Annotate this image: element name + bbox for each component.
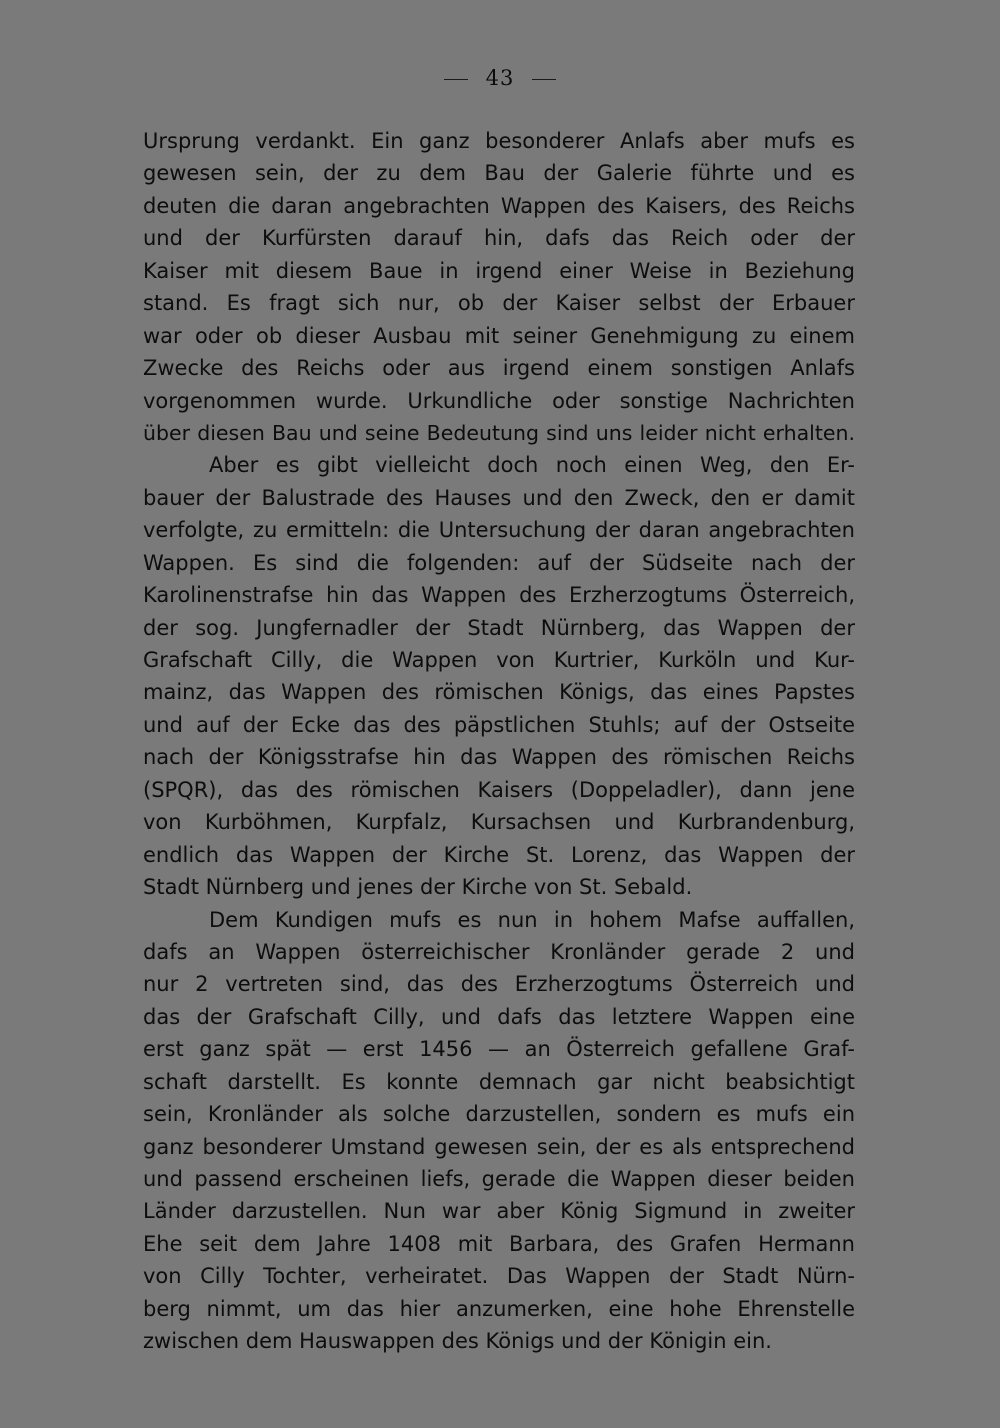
text-line: verfolgte, zu ermitteln: die Untersuchung der daran angebrachten: [143, 518, 855, 543]
text-line: Wappen. Es sind die folgenden: auf der Südseite nach der: [143, 550, 855, 575]
text-line: nur 2 vertreten sind, das des Erzherzogtums Österreich und: [143, 972, 855, 997]
text-line: Länder darzustellen. Nun war aber König Sigmund in zweiter: [143, 1199, 855, 1224]
text-line: Ursprung verdankt. Ein ganz besonderer Anlafs aber mufs es: [143, 129, 855, 153]
text-line: deuten die daran angebrachten Wappen des Kaisers, des Reichs: [143, 193, 855, 218]
text-line: dafs an Wappen österreichischer Kronländer gerade 2 und: [143, 939, 855, 964]
header-dash-left: [444, 79, 468, 80]
text-line: und passend erscheinen liefs, gerade die Wappen dieser beiden: [143, 1167, 855, 1191]
text-line: Kaiser mit diesem Baue in irgend einer Weise in Beziehung: [143, 258, 855, 283]
text-line: der sog. Jungfernadler der Stadt Nürnberg, das Wappen der: [143, 615, 855, 640]
text-line: und der Kurfürsten darauf hin, dafs das Reich oder der: [143, 226, 855, 251]
text-line: Dem Kundigen mufs es nun in hohem Mafse auffallen,: [209, 907, 855, 932]
text-line: das der Grafschaft Cilly, und dafs das letztere Wappen eine: [143, 1004, 855, 1029]
page-number: 43: [485, 66, 515, 90]
text-line: über diesen Bau und seine Bedeutung sind uns leider nicht erhalten.: [143, 420, 855, 445]
text-line: war oder ob dieser Ausbau mit seiner Genehmigung zu einem: [143, 323, 855, 348]
paragraph-2: [143, 449, 855, 903]
text-line: Karolinenstrafse hin das Wappen des Erzherzogtums Österreich,: [143, 583, 855, 608]
text-line: Aber es gibt vielleicht doch noch einen Weg, den Er-: [209, 453, 855, 478]
body-text: [143, 125, 855, 1358]
text-line: sein, Kronländer als solche darzustellen, sondern es mufs ein: [143, 1102, 855, 1127]
text-line: ganz besonderer Umstand gewesen sein, der es als entsprechend: [143, 1134, 855, 1159]
text-line: endlich das Wappen der Kirche St. Lorenz, das Wappen der: [143, 842, 855, 867]
text-line: gewesen sein, der zu dem Bau der Galerie führte und es: [143, 161, 855, 186]
paragraph-3: [143, 904, 855, 1358]
text-line: Ehe seit dem Jahre 1408 mit Barbara, des Grafen Hermann: [143, 1231, 855, 1256]
text-line: stand. Es fragt sich nur, ob der Kaiser selbst der Erbauer: [143, 291, 855, 316]
header-dash-right: [532, 79, 556, 80]
text-line: von Cilly Tochter, verheiratet. Das Wappen der Stadt Nürn-: [143, 1264, 855, 1289]
text-line: erst ganz spät — erst 1456 — an Österreich gefallene Graf-: [143, 1037, 855, 1062]
text-line: Stadt Nürnberg und jenes der Kirche von St. Sebald.: [143, 875, 693, 900]
text-line: und auf der Ecke das des päpstlichen Stuhls; auf der Ostseite: [143, 712, 855, 737]
paragraph-1: [143, 125, 855, 449]
text-line: von Kurböhmen, Kurpfalz, Kursachsen und Kurbrandenburg,: [143, 810, 855, 835]
text-line: Grafschaft Cilly, die Wappen von Kurtrier, Kurköln und Kur-: [143, 648, 855, 672]
text-line: mainz, das Wappen des römischen Königs, das eines Papstes: [143, 680, 855, 705]
page-header: [0, 66, 1000, 90]
text-line: nach der Königsstrafse hin das Wappen des römischen Reichs: [143, 745, 855, 770]
text-line: Zwecke des Reichs oder aus irgend einem sonstigen Anlafs: [143, 356, 855, 381]
text-line: schaft darstellt. Es konnte demnach gar nicht beabsichtigt: [143, 1069, 855, 1094]
text-line: berg nimmt, um das hier anzumerken, eine hohe Ehrenstelle: [143, 1296, 855, 1321]
text-line: zwischen dem Hauswappen des Königs und der Königin ein.: [143, 1329, 772, 1354]
text-line: bauer der Balustrade des Hauses und den Zweck, den er damit: [143, 485, 855, 510]
text-line: vorgenommen wurde. Urkundliche oder sonstige Nachrichten: [143, 388, 855, 413]
text-line: (SPQR), das des römischen Kaisers (Doppeladler), dann jene: [143, 777, 855, 802]
